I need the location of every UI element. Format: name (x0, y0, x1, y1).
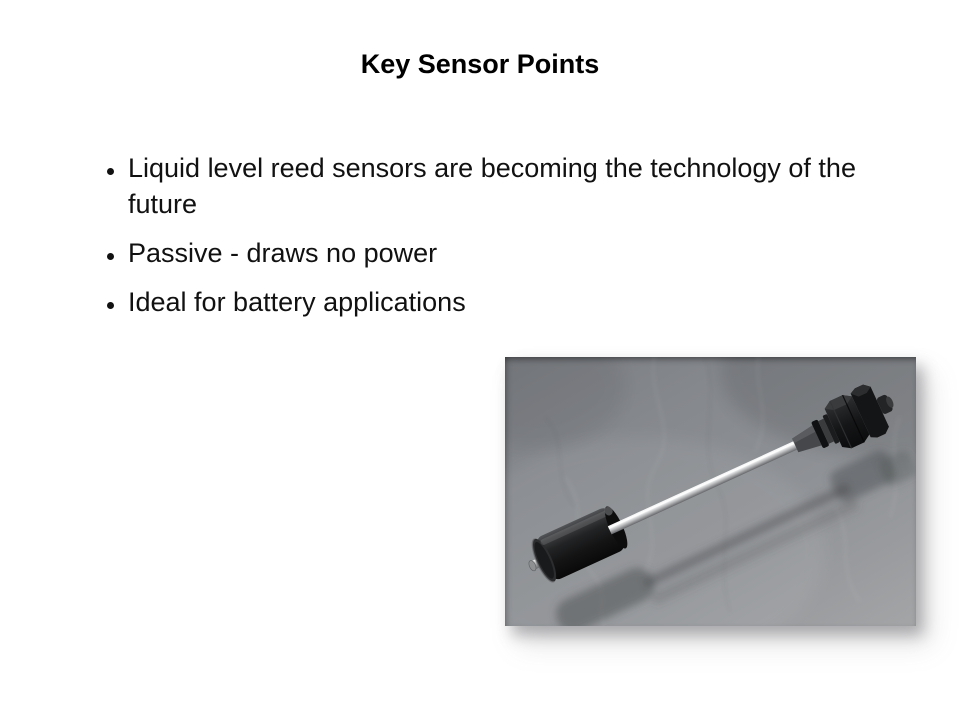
bullet-list (128, 150, 870, 333)
slide-title: Key Sensor Points (360, 49, 600, 79)
bullet-item: Passive - draws no power (128, 235, 870, 271)
bullet-item: Liquid level reed sensors are becoming the technology of the future (128, 150, 870, 222)
liquid-level-sensor-illustration (505, 357, 916, 626)
bullet-item: Ideal for battery applications (128, 284, 870, 320)
sensor-product-photo (505, 357, 916, 626)
